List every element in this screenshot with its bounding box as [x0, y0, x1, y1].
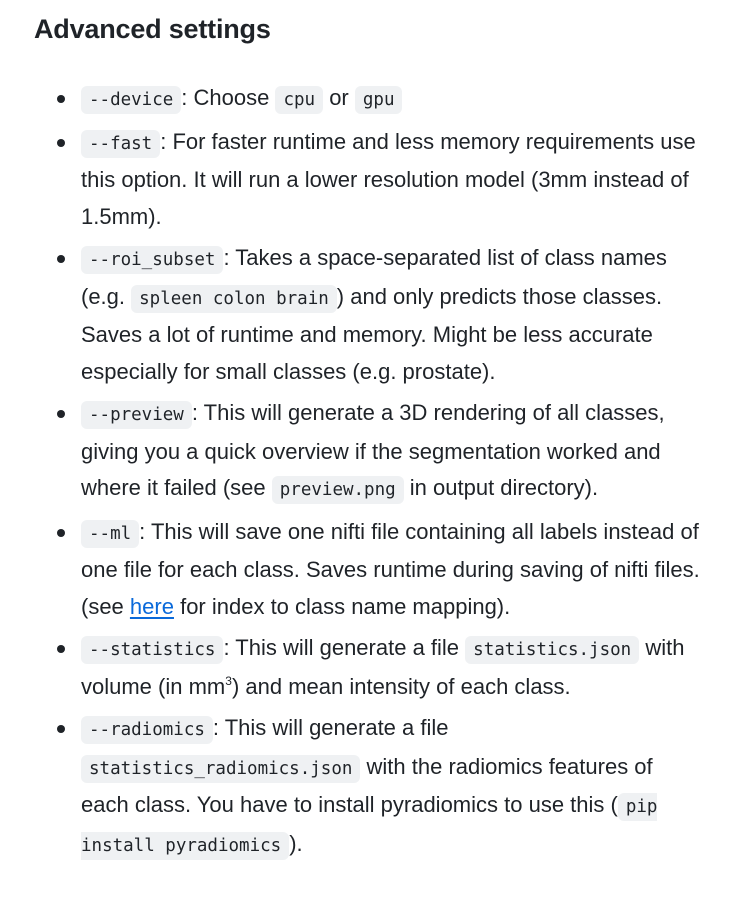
text: : Takes a space-separated list of class names (e.g. [81, 245, 667, 309]
code-flag: --radiomics [81, 716, 213, 744]
code-inline: pip install pyradiomics [81, 793, 657, 860]
list-item-fast [34, 124, 701, 236]
text: : This will generate a 3D rendering of all classes, giving you a quick overview if the segmentation worked and where it failed (see [81, 400, 665, 500]
bullet-icon [57, 410, 65, 418]
code-inline: gpu [355, 86, 403, 114]
bullet-icon [57, 255, 65, 263]
text: for index to class name mapping). [173, 593, 511, 619]
list-item-device [34, 80, 701, 119]
text: with volume (in mm [81, 635, 685, 699]
code-flag: --roi_subset [81, 246, 223, 274]
list-item-ml [34, 514, 701, 626]
text: in output directory). [403, 475, 599, 500]
list-item-statistics [34, 630, 701, 705]
bullet-icon [57, 95, 65, 103]
bullet-icon [57, 645, 65, 653]
text: with the radiomics features of each class. You have to install pyradiomics to use this ( [81, 753, 653, 817]
text: : For faster runtime and less memory requirements use this option. It will run a lower resolution model (3mm instead of 1.5mm). [81, 128, 696, 229]
text: or [323, 85, 355, 110]
list-item-roi-subset [34, 240, 701, 390]
text: : Choose [181, 85, 276, 110]
list-item-preview [34, 395, 701, 509]
bullet-icon [57, 529, 65, 537]
code-flag: --ml [81, 520, 139, 548]
bullet-icon [57, 725, 65, 733]
code-flag: --fast [81, 130, 160, 158]
code-inline: cpu [275, 86, 323, 114]
text: : This will generate a file [223, 635, 466, 660]
text: ). [289, 830, 303, 856]
bullet-icon [57, 139, 65, 147]
here-link[interactable]: here [129, 593, 174, 619]
code-flag: --preview [81, 401, 192, 429]
text: ) and only predicts those classes. Saves a lot of runtime and memory. Might be less accurate especially for small classes (e.g. prostate). [81, 283, 663, 384]
code-inline: statistics_radiomics.json [81, 755, 360, 783]
code-inline: preview.png [272, 476, 404, 504]
superscript: 3 [225, 673, 232, 688]
text: : This will generate a file [212, 715, 449, 740]
text: ) and mean intensity of each class. [231, 673, 571, 699]
code-flag: --device [81, 86, 181, 114]
text: : This will save one nifti file containing all labels instead of one file for each class. Saves runtime during saving of nifti files. (see [81, 518, 700, 619]
code-inline: spleen colon brain [131, 285, 337, 313]
options-list [34, 80, 732, 864]
code-flag: --statistics [81, 636, 223, 664]
list-item-radiomics [34, 710, 701, 864]
code-inline: statistics.json [465, 636, 639, 664]
section-heading: Advanced settings [34, 14, 271, 44]
